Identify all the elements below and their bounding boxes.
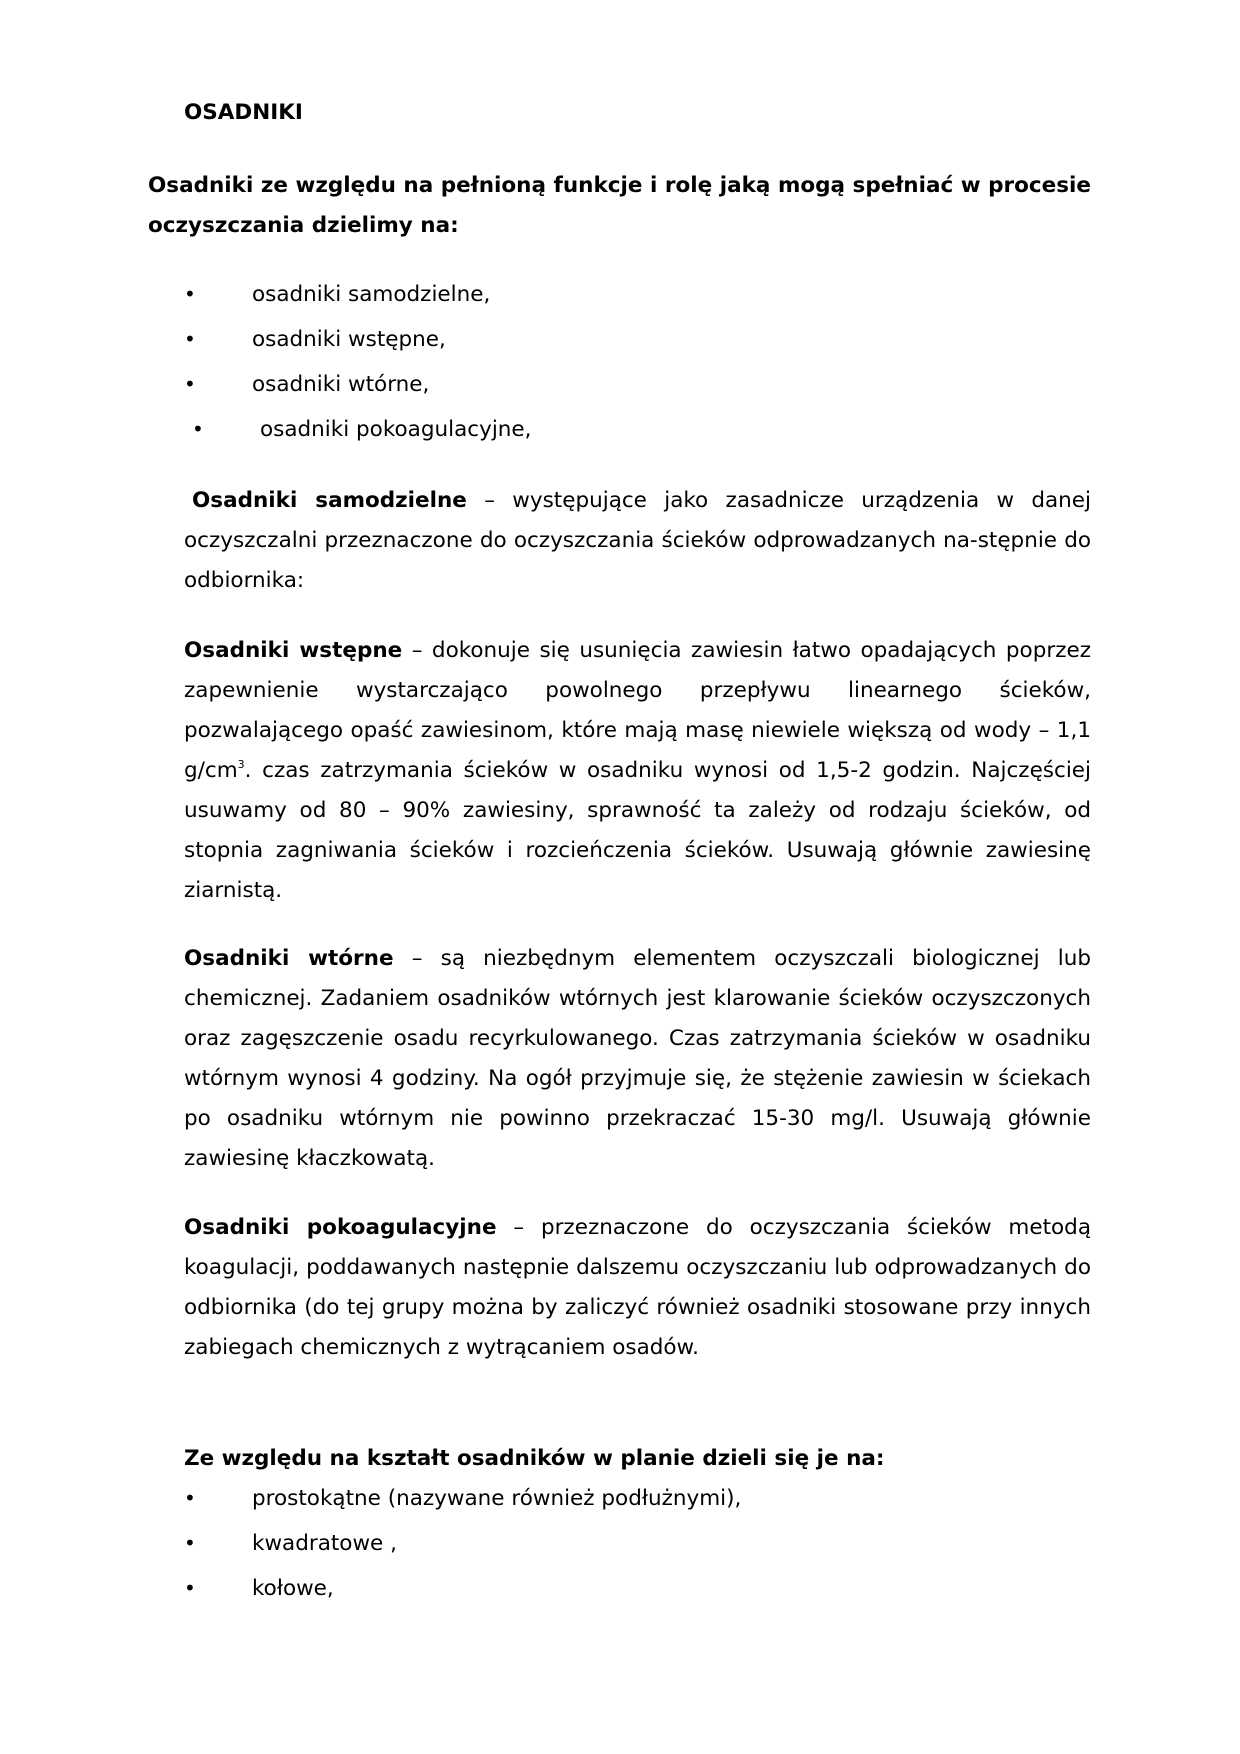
superscript: 3 <box>237 758 245 771</box>
bullet-icon: • <box>184 1576 196 1600</box>
list-item-text: osadniki pokoagulacyjne, <box>260 417 532 442</box>
list-item-text: osadniki wstępne, <box>252 327 446 352</box>
section-samodzielne <box>184 481 1091 601</box>
section-wtorne <box>184 939 1091 1179</box>
bullet-icon: • <box>192 417 204 441</box>
section-term: Osadniki samodzielne <box>192 488 467 513</box>
list-item-text: osadniki samodzielne, <box>252 282 491 307</box>
section-text: – dokonuje się usunięcia zawiesin łatwo opadających poprzez zapewnienie wystarczająco powolnego przepływu linearnego ścieków, pozwalającego opaść zawiesinom, które mają masę niewiele większą od wody – 1,1 g/cm <box>184 638 1091 783</box>
document-title: OSADNIKI <box>184 100 303 125</box>
section-text: . czas zatrzymania ścieków w osadniku wynosi od 1,5-2 godzin. Najczęściej usuwamy od 80 – 90% zawiesiny, sprawność ta zależy od rodzaju ścieków, od stopnia zagniwania ścieków i rozcieńczenia ścieków. Usuwają głównie zawiesinę ziarnistą. <box>184 758 1091 903</box>
shape-heading: Ze względu na kształt osadników w planie dzieli się je na: <box>184 1446 885 1471</box>
section-text: – występujące jako zasadnicze urządzenia w danej oczyszczalni przeznaczone do oczyszczania ścieków odprowadzanych na-stępnie do odbiornika: <box>184 488 1091 593</box>
list-item-text: kołowe, <box>252 1576 334 1601</box>
section-term: Osadniki wtórne <box>184 946 394 971</box>
list-item-text: osadniki wtórne, <box>252 372 430 397</box>
section-term: Osadniki wstępne <box>184 638 403 663</box>
bullet-icon: • <box>184 327 196 351</box>
bullet-icon: • <box>184 282 196 306</box>
intro-paragraph: Osadniki ze względu na pełnioną funkcje i rolę jaką mogą spełniać w procesie oczyszczania dzielimy na: <box>148 173 1091 238</box>
bullet-icon: • <box>184 372 196 396</box>
list-item-text: prostokątne (nazywane również podłużnymi), <box>252 1486 742 1511</box>
bullet-icon: • <box>184 1486 196 1510</box>
list-item-text: kwadratowe , <box>252 1531 397 1556</box>
section-term: Osadniki pokoagulacyjne <box>184 1215 497 1240</box>
section-text: – są niezbędnym elementem oczyszczali biologicznej lub chemicznej. Zadaniem osadników wtórnych jest klarowanie ścieków oczyszczonych oraz zagęszczenie osadu recyrkulowanego. Czas zatrzymania ścieków w osadniku wtórnym wynosi 4 godziny. Na ogół przyjmuje się, że stężenie zawiesin w ściekach po osadniku wtórnym nie powinno przekraczać 15-30 mg/l. Usuwają głównie zawiesinę kłaczkowatą. <box>184 946 1092 1171</box>
section-text: – przeznaczone do oczyszczania ścieków metodą koagulacji, poddawanych następnie dalszemu oczyszczaniu lub odprowadzanych do odbiornika (do tej grupy można by zaliczyć również osadniki stosowane przy innych zabiegach chemicznych z wytrącaniem osadów. <box>184 1215 1091 1360</box>
section-pokoagulacyjne <box>184 1208 1091 1368</box>
section-wstepne <box>184 631 1091 911</box>
bullet-icon: • <box>184 1531 196 1555</box>
